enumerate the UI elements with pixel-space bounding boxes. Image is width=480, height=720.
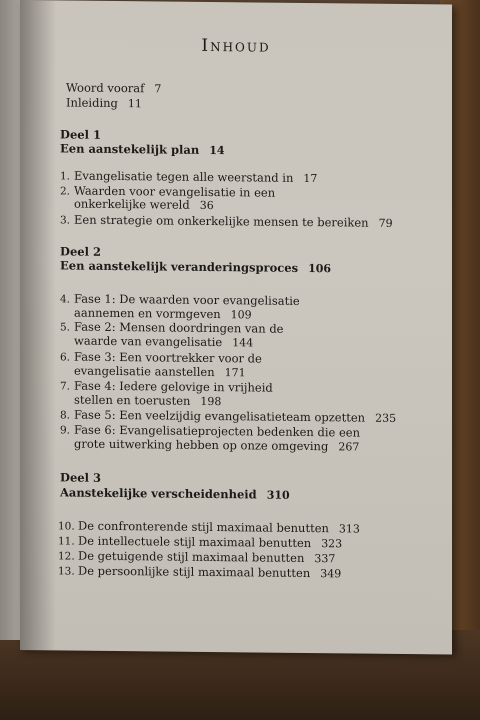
part-heading (60, 258, 331, 276)
part-label: Deel 2 (60, 244, 101, 259)
chapter-number: 2. (60, 185, 71, 198)
chapter-number: 8. (60, 409, 71, 422)
chapter-page: 267 (338, 440, 360, 454)
chapter-title: Fase 4: Iedere gelovige in vrijheid (74, 378, 273, 395)
chapter-title: Fase 6: Evangelisatieprojecten bedenken die een (74, 422, 360, 440)
toc-chapter-continuation (74, 393, 221, 410)
chapter-number: 4. (60, 293, 71, 306)
chapter-number: 5. (60, 321, 71, 334)
chapter-title: De persoonlijke stijl maximaal benutten (78, 563, 311, 581)
chapter-title: Een strategie om onkerkelijke mensen te bereiken (74, 212, 369, 230)
page-title: Inhoud (201, 35, 271, 57)
chapter-title: evangelisatie aanstellen (74, 363, 215, 380)
chapter-number: 13. (58, 565, 75, 578)
part-label: Deel 1 (60, 127, 101, 142)
toc-chapter-continuation (74, 334, 253, 351)
part-label: Deel 3 (60, 470, 101, 485)
entry-page: 7 (154, 82, 162, 96)
toc-chapter-continuation (74, 364, 246, 381)
part-heading (60, 141, 225, 158)
chapter-page: 79 (378, 216, 393, 230)
chapter-title: Fase 5: Een veelzijdig evangelisatieteam opzetten (74, 407, 366, 425)
toc-chapter (60, 212, 393, 230)
page-gutter-shadow (20, 0, 56, 650)
toc-chapter-continuation (74, 437, 359, 455)
chapter-page: 109 (230, 308, 252, 322)
chapter-number: 3. (60, 214, 71, 227)
part-page: 106 (308, 262, 332, 276)
chapter-page: 198 (200, 394, 222, 409)
book-page (20, 0, 452, 655)
part-page: 14 (209, 143, 225, 158)
entry-label: Woord vooraf (66, 80, 145, 96)
chapter-number: 9. (60, 424, 71, 437)
part-page: 310 (266, 488, 290, 502)
chapter-number: 10. (58, 520, 75, 533)
facing-page-edge (0, 0, 22, 640)
chapter-page: 349 (320, 567, 342, 581)
chapter-title: Fase 2: Mensen doordringen van de (74, 319, 284, 336)
chapter-title: onkerkelijke wereld (74, 196, 190, 212)
chapter-page: 36 (199, 198, 214, 213)
chapter-number: 1. (60, 170, 71, 183)
chapter-page: 337 (314, 552, 336, 566)
chapter-title: Evangelisatie tegen alle weerstand in (74, 168, 294, 185)
chapter-title: aannemen en vormgeven (74, 305, 221, 322)
chapter-title: Fase 1: De waarden voor evangelisatie (74, 291, 300, 308)
chapter-number: 12. (58, 550, 75, 563)
chapter-title: waarde van evangelisatie (74, 333, 223, 350)
toc-chapter-continuation (74, 197, 214, 213)
chapter-page: 17 (303, 171, 318, 186)
chapter-title: De confronterende stijl maximaal benutten (78, 518, 329, 536)
chapter-title: De getuigende stijl maximaal benutten (78, 548, 305, 565)
toc-chapter (58, 563, 341, 581)
part-title: Een aanstekelijk veranderingsproces (60, 258, 299, 275)
chapter-title: Waarden voor evangelisatie in een (74, 183, 276, 200)
chapter-page: 235 (375, 411, 397, 425)
part-title: Aanstekelijke verscheidenheid (60, 485, 257, 502)
part-heading (60, 485, 290, 502)
toc-entry-front-matter (66, 95, 142, 111)
chapter-page: 323 (321, 537, 343, 551)
entry-page: 11 (127, 97, 142, 111)
toc-entry-front-matter (66, 80, 161, 96)
chapter-title: stellen en toerusten (74, 392, 191, 408)
chapter-title: Fase 3: Een voortrekker voor de (74, 349, 262, 366)
part-title: Een aanstekelijk plan (60, 141, 200, 157)
chapter-page: 313 (338, 522, 360, 536)
chapter-page: 171 (224, 366, 246, 380)
chapter-title: grote uitwerking hebben op onze omgeving (74, 436, 329, 454)
chapter-page: 144 (232, 336, 254, 350)
chapter-number: 7. (60, 380, 71, 393)
chapter-number: 11. (58, 535, 75, 548)
chapter-title: De intellectuele stijl maximaal benutten (78, 533, 312, 551)
entry-label: Inleiding (66, 95, 118, 111)
chapter-number: 6. (60, 351, 71, 364)
